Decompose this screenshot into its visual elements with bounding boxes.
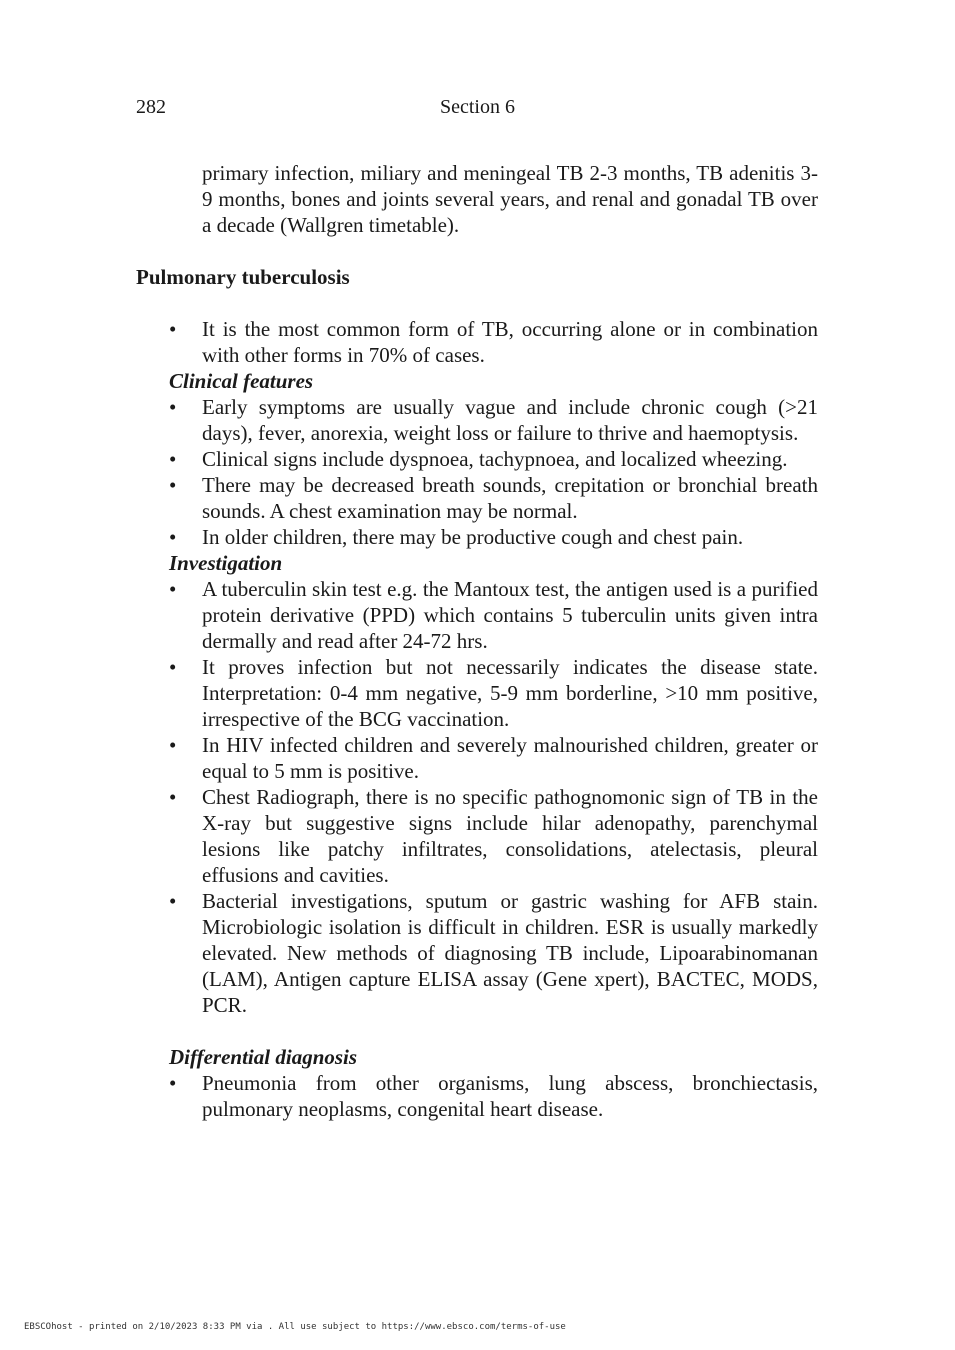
bullet-icon: • — [169, 889, 177, 913]
list-item: • In older children, there may be productive cough and chest pain. — [169, 525, 744, 549]
bullet-icon: • — [169, 733, 177, 757]
bullet-icon: • — [169, 473, 177, 497]
clinical-features-list — [136, 394, 818, 550]
list-item: • In HIV infected children and severely malnourished children, greater or equal to 5 mm is positive. — [169, 733, 818, 783]
bullet-icon: • — [169, 447, 177, 471]
list-item: • Clinical signs include dyspnoea, tachypnoea, and localized wheezing. — [169, 447, 788, 471]
differential-diagnosis-list — [136, 1070, 818, 1122]
list-item: • It proves infection but not necessarily indicates the disease state. Interpretation: 0-4 mm negative, 5-9 mm borderline, >10 mm positive, irrespective of the BCG vaccination. — [169, 655, 818, 731]
section-heading: Pulmonary tuberculosis — [136, 265, 350, 289]
page-number: 282 — [136, 96, 166, 118]
bullet-icon: • — [169, 525, 177, 549]
running-head: Section 6 — [440, 96, 515, 118]
investigation-heading: Investigation — [169, 551, 283, 575]
page-content — [136, 160, 818, 1122]
list-item: • A tuberculin skin test e.g. the Mantoux test, the antigen used is a purified protein derivative (PPD) which contains 5 tuberculin units given intra dermally and read after 24-72 hrs. — [169, 577, 818, 653]
list-item: • It is the most common form of TB, occurring alone or in combination with other forms in 70% of cases. — [169, 317, 818, 367]
footer-note: EBSCOhost - printed on 2/10/2023 8:33 PM via . All use subject to https://www.ebsco.com/terms-of-use — [24, 1322, 566, 1332]
differential-diagnosis-heading: Differential diagnosis — [169, 1045, 358, 1069]
list-item: • Early symptoms are usually vague and include chronic cough (>21 days), fever, anorexia, weight loss or failure to thrive and haemoptysis. — [169, 395, 818, 445]
bullet-icon: • — [169, 577, 177, 601]
list-item: • There may be decreased breath sounds, crepitation or bronchial breath sounds. A chest examination may be normal. — [169, 473, 818, 523]
bullet-icon: • — [169, 785, 177, 809]
clinical-features-heading: Clinical features — [169, 369, 314, 393]
investigation-list — [136, 576, 818, 1018]
list-item: • Bacterial investigations, sputum or gastric washing for AFB stain. Microbiologic isolation is difficult in children. ESR is usually markedly elevated. New methods of diagnosing TB include, Lipoarabinomanan (LAM), Antigen capture ELISA assay (Gene xpert), BACTEC, MODS, PCR. — [169, 889, 818, 1017]
bullet-icon: • — [169, 395, 177, 419]
bullet-icon: • — [169, 655, 177, 679]
overview-list — [136, 316, 818, 368]
bullet-icon: • — [169, 317, 177, 341]
bullet-icon: • — [169, 1071, 177, 1095]
list-item: • Chest Radiograph, there is no specific pathognomonic sign of TB in the X-ray but suggestive signs include hilar adenopathy, parenchymal lesions like patchy infiltrates, consolidations, atelectasis, pleural effusions and cavities. — [169, 785, 818, 887]
list-item: • Pneumonia from other organisms, lung abscess, bronchiectasis, pulmonary neoplasms, congenital heart disease. — [169, 1071, 818, 1121]
intro-paragraph: primary infection, miliary and meningeal TB 2-3 months, TB adenitis 3-9 months, bones and joints several years, and renal and gonadal TB over a decade (Wallgren timetable). — [202, 161, 818, 237]
